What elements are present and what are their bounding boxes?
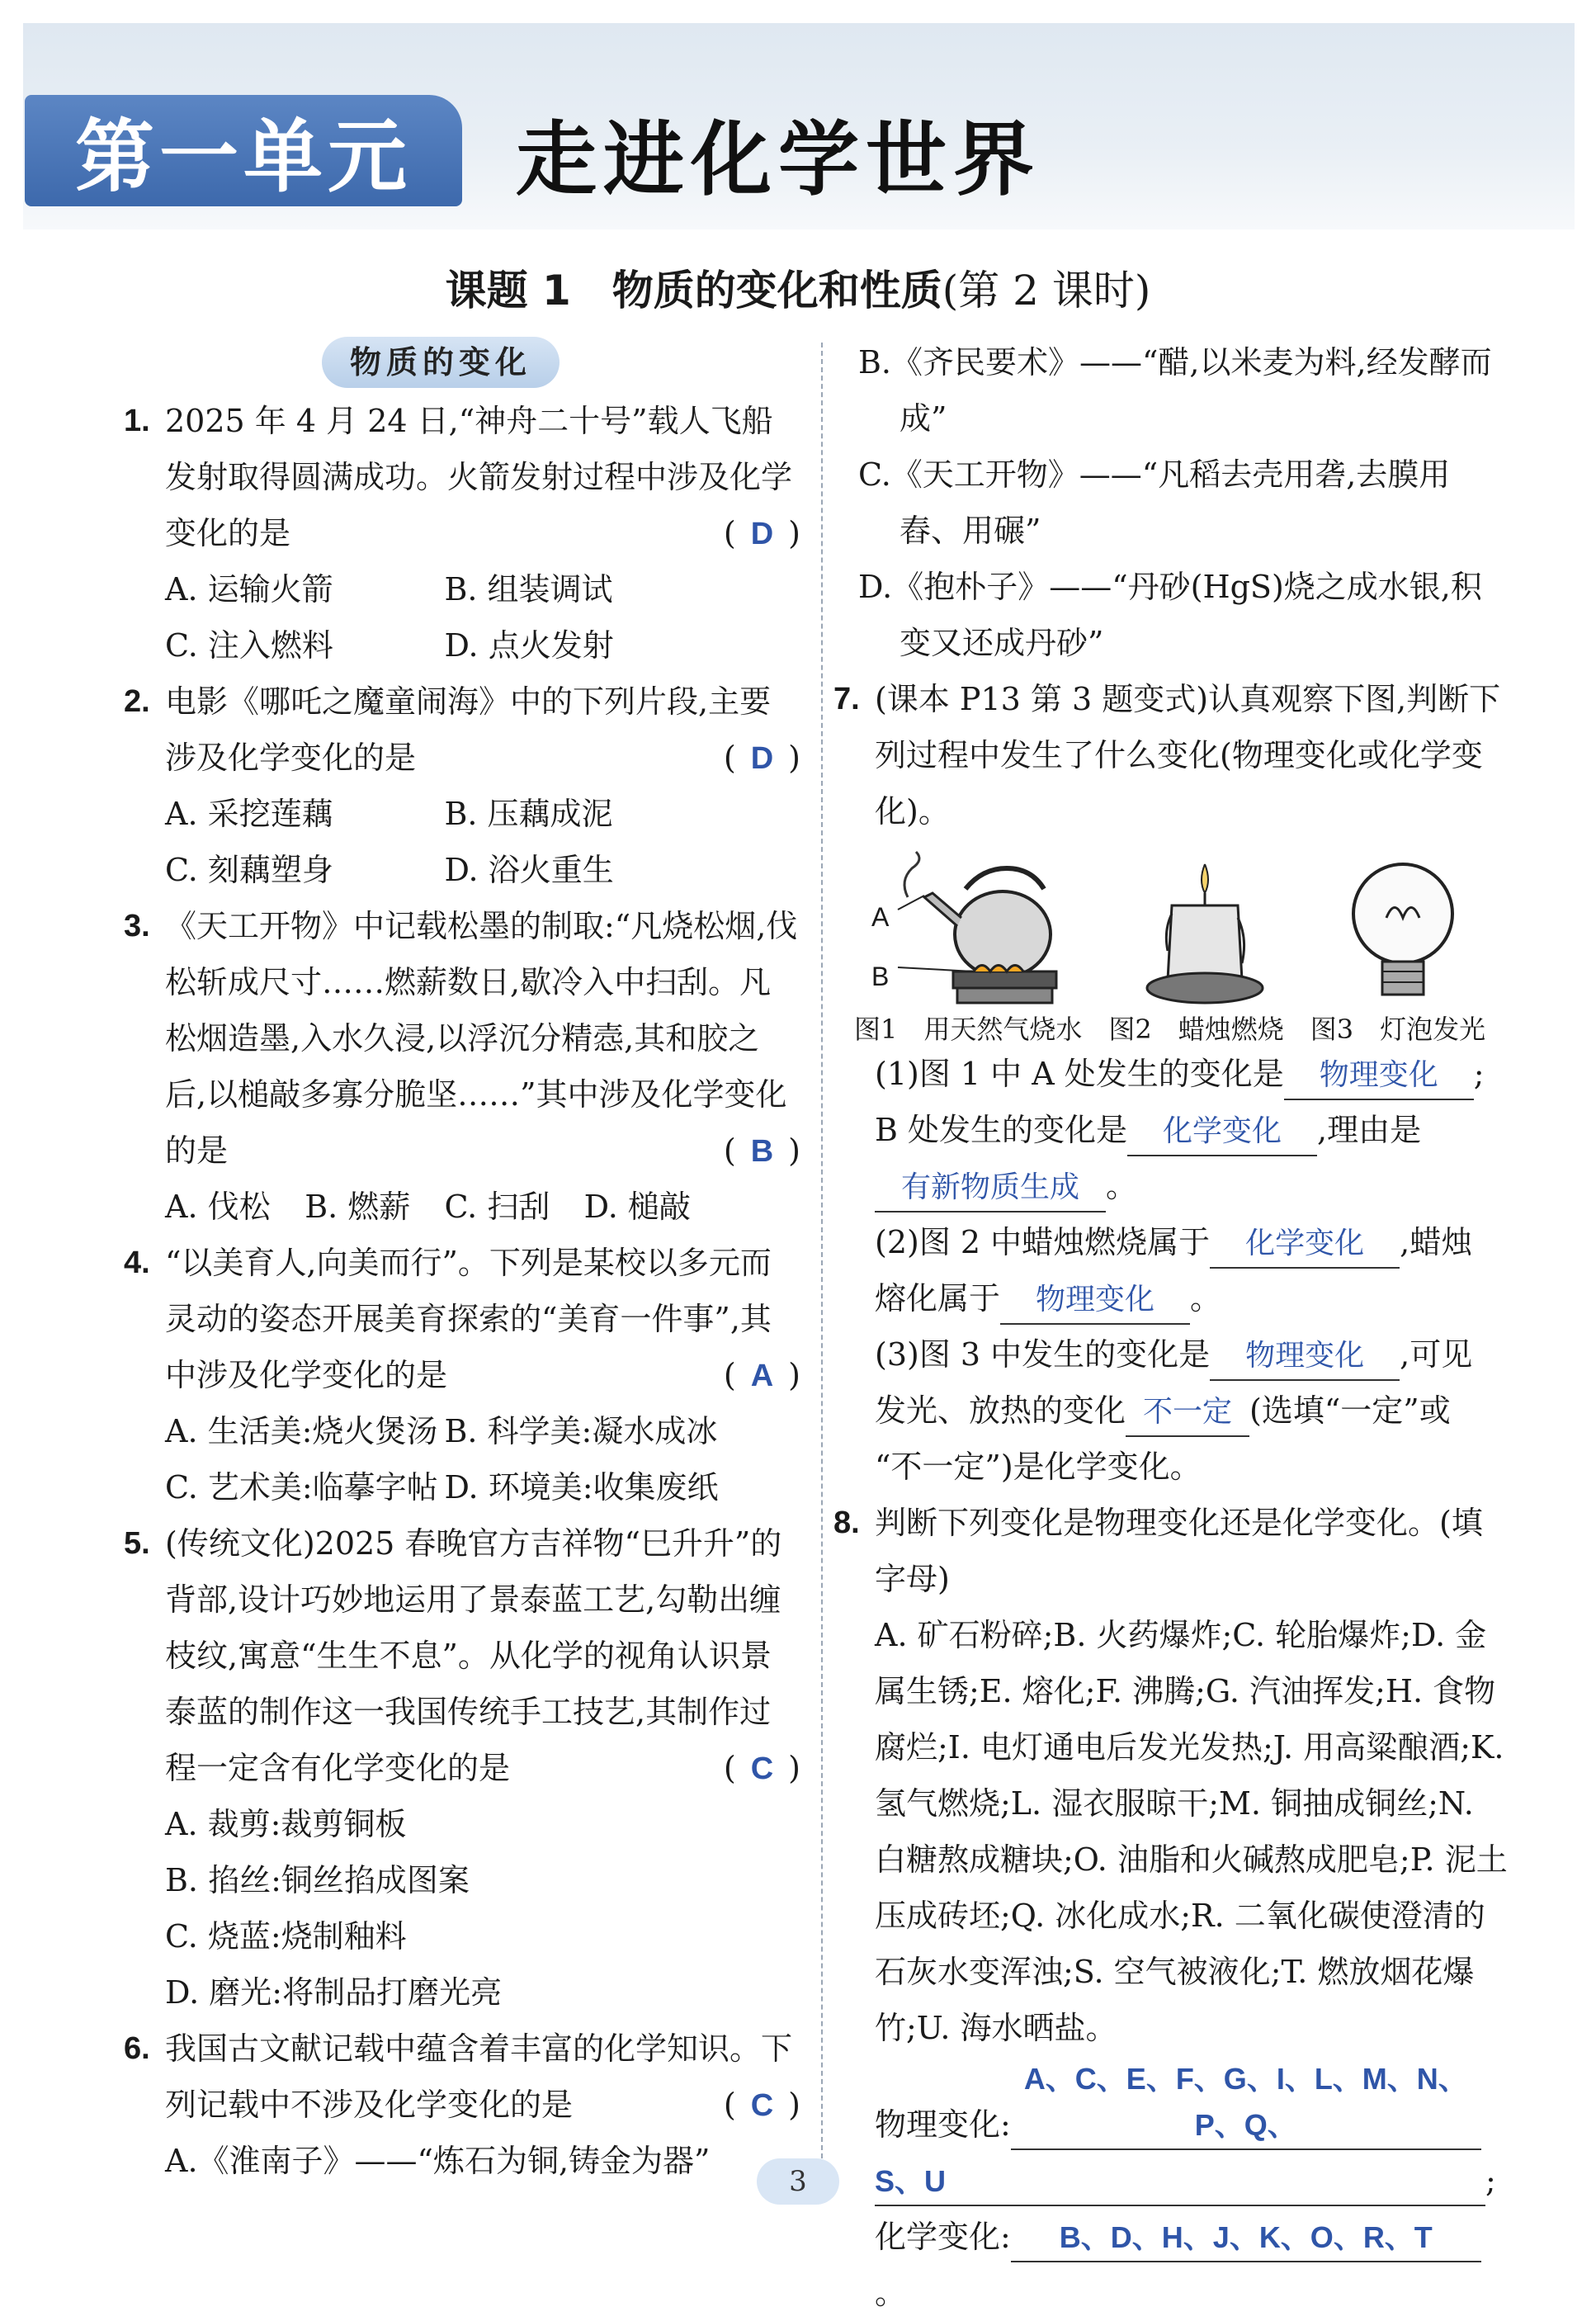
q8-chemical — [875, 2209, 1510, 2321]
answer-blank: 有新物质生成 — [875, 1165, 1106, 1212]
answer-paren: ( D ) — [723, 740, 800, 776]
figure-label-a: A — [871, 902, 890, 932]
q7-text: ; — [1473, 1056, 1485, 1092]
lesson-name: 课题 1 物质的变化和性质 — [445, 267, 942, 314]
q8-physical — [875, 2056, 1510, 2153]
option: A. 裁剪:裁剪铜板 — [165, 1806, 407, 1842]
question-text: 电影《哪吒之魔童闹海》中的下列片段,主要涉及化学变化的是 — [165, 683, 772, 776]
q7-part-2b — [875, 1270, 1510, 1326]
answer-paren: ( C ) — [723, 2087, 800, 2123]
option: A. 采挖莲藕 — [165, 796, 333, 832]
question-6 — [124, 2021, 800, 2133]
option: D. 环境美:收集废纸 — [444, 1469, 719, 1506]
question-3 — [124, 898, 800, 1179]
q7-text: (选填“一定”或 — [1249, 1392, 1451, 1429]
lesson-period: (第 2 课时) — [942, 267, 1151, 314]
column-divider — [821, 343, 823, 2158]
unit-title: 走进化学世界 — [516, 112, 1041, 207]
left-column — [124, 334, 800, 2189]
option: D.《抱朴子》——“丹砂(HgS)烧之成水银,积变又还成丹砂” — [858, 569, 1482, 661]
q8-text: 。 — [875, 2275, 907, 2311]
answer-blank: 化学变化 — [1127, 1109, 1317, 1156]
option: D. 槌敲 — [583, 1189, 691, 1225]
flame-icon — [974, 966, 1023, 972]
option: D. 点火发射 — [444, 627, 614, 664]
bulb-icon — [1353, 864, 1452, 963]
options-q6-left — [124, 2133, 800, 2189]
question-1 — [124, 393, 800, 561]
option: B.《齐民要术》——“醋,以米麦为料,经发酵而成” — [858, 344, 1492, 437]
option: A. 生活美:烧火煲汤 — [165, 1413, 438, 1449]
question-text: (课本 P13 第 3 题变式)认真观察下图,判断下列过程中发生了什么变化(物理变化或化学变化)。 — [875, 681, 1501, 830]
question-number: 4. — [124, 1246, 150, 1280]
figure-row — [871, 848, 1510, 1013]
question-7 — [833, 671, 1510, 839]
answer-blank: A、C、E、F、G、I、L、M、N、P、Q、 — [1011, 2056, 1481, 2150]
q7-part-3c — [875, 1439, 1510, 1495]
question-number: 3. — [124, 909, 150, 943]
q7-text: (2)图 2 中蜡烛燃烧属于 — [875, 1224, 1211, 1260]
option: C. 刻藕塑身 — [165, 852, 333, 888]
option: B. 掐丝:铜丝掐成图案 — [165, 1862, 470, 1898]
q7-part-1 — [875, 1046, 1510, 1102]
option: B. 压藕成泥 — [444, 796, 613, 832]
question-text: “以美育人,向美而行”。下列是某校以多元而灵动的姿态开展美育探索的“美育一件事”,其中涉及化学变化的是 — [165, 1245, 772, 1393]
q7-part-3b — [875, 1383, 1510, 1439]
candle-figure — [1147, 864, 1263, 1003]
question-8 — [833, 1495, 1510, 1607]
q7-text: 。 — [1106, 1168, 1138, 1204]
kettle-handle-icon — [966, 868, 1044, 889]
option: D. 浴火重生 — [444, 852, 614, 888]
option: A. 伐松 — [165, 1189, 271, 1225]
question-5 — [124, 1515, 800, 1796]
candle-holder-icon — [1147, 973, 1263, 1003]
answer-paren: ( C ) — [723, 1750, 800, 1786]
bulb-base-icon — [1382, 962, 1424, 995]
q7-part-1b — [875, 1102, 1510, 1158]
answer-mark: C — [750, 1751, 774, 1786]
figure-illustrations — [875, 848, 1502, 1013]
page-number: 3 — [757, 2158, 839, 2205]
answer-mark: C — [750, 2088, 774, 2123]
stove-base-icon — [957, 988, 1052, 1003]
q8-text: ; — [1485, 2163, 1496, 2199]
stove-icon — [953, 971, 1056, 988]
answer-mark: D — [750, 517, 774, 551]
kettle-figure — [898, 852, 1056, 1003]
section-badge: 物质的变化 — [322, 337, 560, 388]
option: B. 组装调试 — [444, 571, 613, 607]
q7-text: B 处发生的变化是 — [875, 1112, 1128, 1148]
answer-paren: ( B ) — [723, 1132, 800, 1169]
question-text: (传统文化)2025 春晚官方吉祥物“巳升升”的背部,设计巧妙地运用了景泰蓝工艺,勾勒出缠枝纹,寓意“生生不息”。从化学的视角认识景泰蓝的制作这一我国传统手工技艺,其制作过程一定含有化学变化的是 — [165, 1525, 782, 1786]
answer-blank: 物理变化 — [1000, 1277, 1190, 1325]
steam-icon — [904, 852, 919, 897]
option: C. 扫刮 — [444, 1189, 550, 1225]
question-number: 6. — [124, 2031, 150, 2066]
answer-blank: 化学变化 — [1210, 1221, 1400, 1269]
pointer-b — [898, 967, 974, 971]
options-q2 — [124, 786, 724, 898]
q8-physical-cont — [875, 2153, 1510, 2209]
answer-mark: B — [750, 1134, 774, 1169]
q8-physical-label: 物理变化: — [875, 2106, 1011, 2143]
option: A. 运输火箭 — [165, 571, 333, 607]
candle-flame-icon — [1202, 864, 1208, 893]
q7-subquestions — [875, 1046, 1510, 1495]
question-number: 7. — [833, 682, 860, 716]
option: A.《淮南子》——“炼石为铜,铸金为器” — [165, 2143, 711, 2179]
figure-label-b: B — [871, 962, 890, 991]
options-q3 — [124, 1179, 724, 1235]
option: C.《天工开物》——“凡稻去壳用砻,去膜用舂、用碾” — [858, 456, 1451, 549]
question-4 — [124, 1235, 800, 1403]
answer-mark: D — [750, 741, 774, 776]
q8-items: A. 矿石粉碎;B. 火药爆炸;C. 轮胎爆炸;D. 金属生锈;E. 熔化;F. 沸腾;G. 汽油挥发;H. 食物腐烂;I. 电灯通电后发光发热;J. 用高粱酿酒;K. 氢气燃烧;L. 湿衣服晾干;M. 铜抽成铜丝;N. 白糖熬成糖块;O. 油脂和火碱熬成肥皂;P. 泥土压成砖坯;Q. 冰化成水;R. 二氧化碳使澄清的石灰水变浑浊;S. 空气被液化;T. 燃放烟花爆竹;U. 海水晒盐。 — [875, 1617, 1508, 2046]
answer-blank: 物理变化 — [1210, 1333, 1400, 1381]
answer-blank: S、U — [875, 2158, 1485, 2206]
q7-text: (3)图 3 中发生的变化是 — [875, 1336, 1211, 1373]
q7-text: 。 — [1190, 1280, 1222, 1316]
q7-part-1c — [875, 1158, 1510, 1214]
options-q4 — [124, 1403, 724, 1515]
pointer-a — [898, 896, 924, 910]
question-number: 5. — [124, 1526, 150, 1561]
option: C. 注入燃料 — [165, 627, 333, 664]
lesson-title — [0, 258, 1596, 317]
question-number: 8. — [833, 1506, 860, 1540]
answer-paren: ( D ) — [723, 515, 800, 551]
q7-part-2 — [875, 1214, 1510, 1270]
answer-mark: A — [750, 1359, 774, 1393]
q7-text: ,理由是 — [1317, 1112, 1422, 1148]
bulb-figure — [1353, 864, 1452, 995]
q8-chemical-label: 化学变化: — [875, 2219, 1011, 2255]
question-number: 2. — [124, 684, 150, 719]
q7-text: “不一定”)是化学变化。 — [875, 1449, 1202, 1485]
answer-blank: B、D、H、J、K、O、R、T — [1011, 2215, 1481, 2262]
right-column — [833, 334, 1510, 2321]
question-text: 我国古文献记载中蕴含着丰富的化学知识。下列记载中不涉及化学变化的是 — [165, 2030, 793, 2123]
kettle-icon — [955, 891, 1051, 977]
kettle-spout-icon — [924, 893, 961, 926]
q7-text: 熔化属于 — [875, 1280, 1001, 1316]
q7-text: ,蜡烛 — [1400, 1224, 1473, 1260]
option: B. 科学美:凝水成冰 — [444, 1413, 718, 1449]
question-text: 2025 年 4 月 24 日,“神舟二十号”载人飞船发射取得圆满成功。火箭发射过程中涉及化学变化的是 — [165, 403, 793, 551]
q7-text: ,可见 — [1400, 1336, 1473, 1373]
question-2 — [124, 674, 800, 786]
figure-caption: 图1 用天然气烧水 图2 蜡烛燃烧 图3 灯泡发光 — [854, 1014, 1486, 1045]
question-number: 1. — [124, 404, 150, 438]
candle-icon — [1168, 905, 1242, 980]
option: B. 燃薪 — [305, 1189, 411, 1225]
answer-blank: 不一定 — [1126, 1389, 1249, 1437]
question-text: 《天工开物》中记载松墨的制取:“凡烧松烟,伐松斩成尺寸……燃薪数日,歇冷入中扫刮。凡松烟造墨,入水久浸,以浮沉分精悫,其和胶之后,以槌敲多寡分脆坚……”其中涉及化学变化的是 — [165, 908, 798, 1169]
option: C. 艺术美:临摹字帖 — [165, 1469, 438, 1506]
option: D. 磨光:将制品打磨光亮 — [165, 1974, 503, 2011]
options-q1 — [124, 561, 724, 674]
options-q5 — [124, 1796, 724, 2021]
option: C. 烧蓝:烧制釉料 — [165, 1918, 407, 1955]
q7-text: (1)图 1 中 A 处发生的变化是 — [875, 1056, 1284, 1092]
answer-paren: ( A ) — [723, 1357, 800, 1393]
q7-text: 发光、放热的变化 — [875, 1392, 1126, 1429]
unit-label: 第一单元 — [25, 95, 462, 206]
question-text: 判断下列变化是物理变化还是化学变化。(填字母) — [875, 1505, 1483, 1597]
answer-blank: 物理变化 — [1284, 1052, 1474, 1100]
q7-part-3 — [875, 1326, 1510, 1383]
